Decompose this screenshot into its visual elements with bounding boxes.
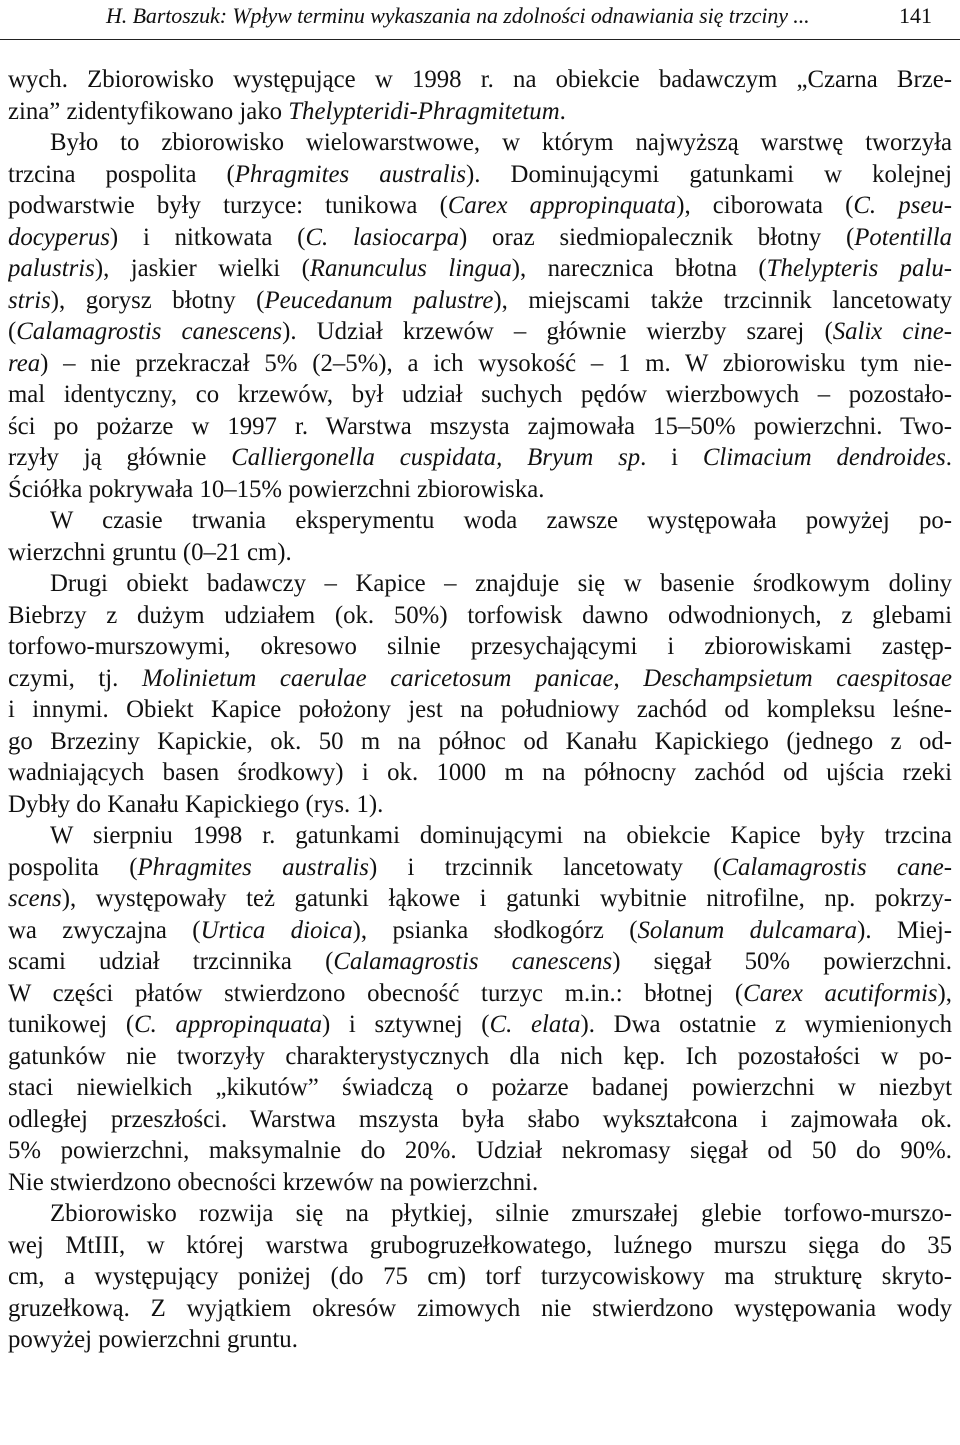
text-segment: ( bbox=[8, 318, 17, 345]
text-segment: W czasie trwania eksperymentu woda zawsze występowała powyżej po- bbox=[50, 507, 952, 534]
text-line bbox=[8, 631, 952, 663]
text-segment: Dybły do Kanału Kapickiego (rys. 1). bbox=[8, 790, 384, 818]
text-line bbox=[8, 285, 952, 317]
text-line bbox=[8, 411, 952, 443]
running-title: H. Bartoszuk: Wpływ terminu wykaszania na zdolności odnawiania się trzciny ... bbox=[106, 3, 810, 28]
italic-text-segment: Phragmites australis bbox=[234, 160, 467, 188]
text-segment: ), jaskier wielki ( bbox=[94, 255, 310, 282]
text-segment: , bbox=[613, 664, 644, 692]
italic-text-segment: Urtica dioica bbox=[200, 916, 353, 944]
text-line bbox=[8, 1104, 952, 1136]
italic-text-segment: Solanum dulcamara bbox=[637, 916, 858, 944]
text-segment: . i bbox=[640, 444, 703, 471]
text-segment: podwarstwie były turzyce: tunikowa ( bbox=[8, 192, 448, 219]
text-line bbox=[8, 757, 952, 789]
italic-text-segment: Calamagrostis canescens bbox=[333, 948, 613, 975]
text-segment: ), narecznica błotna ( bbox=[511, 255, 767, 282]
text-segment: trzcina pospolita ( bbox=[8, 160, 235, 188]
text-line bbox=[8, 789, 952, 821]
text-line bbox=[8, 1009, 952, 1041]
text-segment: ) – nie przekraczał 5% (2–5%), a ich wysokość – 1 m. W zbiorowisku tym nie- bbox=[40, 349, 952, 377]
text-segment: 5% powierzchni, maksymalnie do 20%. Udział nekromasy sięgał od 50 do 90%. bbox=[8, 1137, 952, 1164]
text-segment: wadniających basen środkowy) i ok. 1000 m na północny zachód od ujścia rzeki bbox=[8, 759, 952, 786]
text-segment: rzyły ją głównie bbox=[8, 444, 232, 471]
italic-text-segment: Ranunculus lingua bbox=[309, 255, 512, 282]
italic-text-segment: C. elata bbox=[489, 1011, 581, 1038]
text-segment: ) oraz siedmiopalecznik błotny ( bbox=[459, 223, 855, 251]
text-segment: ). Miej- bbox=[857, 916, 952, 944]
text-line bbox=[8, 348, 952, 380]
text-segment: powyżej powierzchni gruntu. bbox=[8, 1326, 298, 1353]
text-segment: ści po pożarze w 1997 r. Warstwa mszysta zajmowała 15–50% powierzchni. Two- bbox=[8, 412, 952, 440]
text-line bbox=[8, 1198, 952, 1230]
text-segment: staci niewielkich „kikutów” świadczą o pożarze badanej powierzchni w niezbyt bbox=[8, 1074, 952, 1101]
text-segment: Biebrzy z dużym udziałem (ok. 50%) torfowisk dawno odwodnionych, z glebami bbox=[8, 601, 952, 629]
text-segment: cm, a występujący poniżej (do 75 cm) torf turzycowiskowy ma strukturę skryto- bbox=[8, 1263, 952, 1290]
text-line bbox=[8, 316, 952, 348]
italic-text-segment: Salix cine- bbox=[832, 318, 952, 345]
text-segment: Ściółka pokrywała 10–15% powierzchni zbiorowiska. bbox=[8, 475, 545, 503]
text-line bbox=[8, 1261, 952, 1293]
text-line bbox=[8, 1072, 952, 1104]
text-segment: go Brzeziny Kapickie, ok. 50 m na północ od Kanału Kapickiego (jednego z od- bbox=[8, 727, 952, 755]
italic-text-segment: palustris bbox=[8, 255, 95, 282]
text-segment: ), psianka słodkogórz ( bbox=[352, 916, 638, 944]
italic-text-segment: Calamagrostis canescens bbox=[16, 318, 283, 345]
text-segment: ), występowały też gatunki łąkowe i gatunki wybitnie nitrofilne, np. pokrzy- bbox=[61, 885, 952, 912]
text-line bbox=[8, 1135, 952, 1167]
text-segment: i innymi. Obiekt Kapice położony jest na południowy zachód od kompleksu leśne- bbox=[8, 696, 952, 723]
text-segment: ), miejscami także trzcinnik lancetowaty bbox=[493, 286, 952, 314]
italic-text-segment: C. pseu- bbox=[853, 192, 952, 219]
text-segment: ) i trzcinnik lancetowaty ( bbox=[368, 853, 722, 881]
page-header bbox=[0, 0, 960, 40]
italic-text-segment: Carex acutiformis bbox=[743, 979, 938, 1007]
italic-text-segment: C. lasiocarpa bbox=[305, 223, 460, 251]
italic-text-segment: Climacium dendroides bbox=[702, 444, 946, 471]
text-line bbox=[8, 978, 952, 1010]
text-line bbox=[8, 474, 952, 506]
text-line bbox=[8, 1167, 952, 1199]
text-line bbox=[8, 505, 952, 537]
text-segment: wej MtIII, w której warstwa grubogruzełkowatego, luźnego murszu sięga do 35 bbox=[8, 1231, 952, 1259]
text-line bbox=[8, 64, 952, 96]
text-segment: pospolita ( bbox=[8, 853, 138, 881]
page-number: 141 bbox=[899, 3, 932, 28]
text-line bbox=[8, 190, 952, 222]
italic-text-segment: stris bbox=[8, 286, 51, 314]
text-segment: Drugi obiekt badawczy – Kapice – znajduje się w basenie środkowym doliny bbox=[50, 570, 952, 597]
text-segment: Nie stwierdzono obecności krzewów na powierzchni. bbox=[8, 1168, 539, 1196]
italic-text-segment: Carex appropinquata bbox=[447, 192, 677, 219]
text-segment: czymi, tj. bbox=[8, 664, 142, 692]
text-line bbox=[8, 820, 952, 852]
text-segment: wa zwyczajna ( bbox=[8, 916, 201, 944]
italic-text-segment: Peucedanum palustre bbox=[264, 286, 494, 314]
text-segment: W części płatów stwierdzono obecność turzyc m.in.: błotnej ( bbox=[8, 979, 744, 1007]
italic-text-segment: Phragmites australis bbox=[137, 853, 369, 881]
text-segment: Zbiorowisko rozwija się na płytkiej, silnie zmurszałej glebie torfowo-murszo- bbox=[50, 1200, 952, 1227]
text-line bbox=[8, 694, 952, 726]
text-segment: mal identyczny, co krzewów, był udział suchych pędów wierzbowych – pozostało- bbox=[8, 381, 952, 408]
text-segment: ) i nitkowata ( bbox=[109, 223, 306, 251]
text-line bbox=[8, 852, 952, 884]
body-text bbox=[8, 64, 952, 1356]
italic-text-segment: rea bbox=[8, 349, 41, 377]
italic-text-segment: scens bbox=[8, 885, 62, 912]
text-segment: ), bbox=[937, 979, 952, 1007]
text-line bbox=[8, 946, 952, 978]
italic-text-segment: Calamagrostis cane- bbox=[721, 853, 952, 881]
text-line bbox=[8, 568, 952, 600]
text-line bbox=[8, 883, 952, 915]
text-segment: . bbox=[945, 444, 952, 471]
text-line bbox=[8, 1293, 952, 1325]
text-segment: gatunków nie tworzyły charakterystycznych dla nich kęp. Ich pozostałości w po- bbox=[8, 1042, 952, 1070]
text-segment: ) sięgał 50% powierzchni. bbox=[612, 948, 952, 975]
text-segment: ) i sztywnej ( bbox=[322, 1011, 490, 1038]
italic-text-segment: Thelypteridi-Phragmitetum bbox=[288, 97, 560, 125]
text-line bbox=[8, 96, 952, 128]
text-segment: ), gorysz błotny ( bbox=[50, 286, 265, 314]
text-segment: tunikowej ( bbox=[8, 1011, 135, 1038]
text-segment: scami udział trzcinnika ( bbox=[8, 948, 334, 975]
italic-text-segment: Molinietum caerulae caricetosum panicae bbox=[141, 664, 614, 692]
text-segment: Było to zbiorowisko wielowarstwowe, w którym najwyższą warstwę tworzyła bbox=[50, 129, 952, 156]
italic-text-segment: Potentilla bbox=[854, 223, 952, 251]
text-line bbox=[8, 253, 952, 285]
text-segment: torfowo-murszowymi, okresowo silnie przesychającymi i zbiorowiskami zastęp- bbox=[8, 633, 952, 660]
text-segment: ), ciborowata ( bbox=[676, 192, 854, 219]
italic-text-segment: C. appropinquata bbox=[134, 1011, 323, 1038]
text-line bbox=[8, 379, 952, 411]
italic-text-segment: docyperus bbox=[8, 223, 110, 251]
text-line bbox=[8, 1041, 952, 1073]
text-segment: ). Dwa ostatnie z wymienionych bbox=[580, 1011, 952, 1038]
italic-text-segment: Deschampsietum caespitosae bbox=[643, 664, 952, 692]
text-segment: . bbox=[559, 97, 566, 125]
text-segment: gruzełkową. Z wyjątkiem okresów zimowych nie stwierdzono występowania wody bbox=[8, 1294, 952, 1322]
italic-text-segment: Calliergonella cuspidata, Bryum sp bbox=[231, 444, 641, 471]
text-segment: ). Dominującymi gatunkami w kolejnej bbox=[466, 160, 952, 188]
text-line bbox=[8, 600, 952, 632]
italic-text-segment: Thelypteris palu- bbox=[766, 255, 952, 282]
text-line bbox=[8, 127, 952, 159]
text-segment: W sierpniu 1998 r. gatunkami dominującymi na obiekcie Kapice były trzcina bbox=[50, 822, 952, 849]
text-segment: odległej przeszłości. Warstwa mszysta była słabo wykształcona i zajmowała ok. bbox=[8, 1105, 952, 1133]
text-segment: wierzchni gruntu (0–21 cm). bbox=[8, 538, 292, 566]
text-line bbox=[8, 159, 952, 191]
text-line bbox=[8, 537, 952, 569]
text-line bbox=[8, 222, 952, 254]
text-line bbox=[8, 1324, 952, 1356]
text-segment: ). Udział krzewów – głównie wierzby szarej ( bbox=[282, 318, 833, 345]
text-line bbox=[8, 663, 952, 695]
text-segment: zina” zidentyfikowano jako bbox=[8, 97, 289, 125]
text-segment: wych. Zbiorowisko występujące w 1998 r. na obiekcie badawczym „Czarna Brze- bbox=[8, 66, 952, 93]
text-line bbox=[8, 442, 952, 474]
text-line bbox=[8, 726, 952, 758]
text-line bbox=[8, 1230, 952, 1262]
text-line bbox=[8, 915, 952, 947]
